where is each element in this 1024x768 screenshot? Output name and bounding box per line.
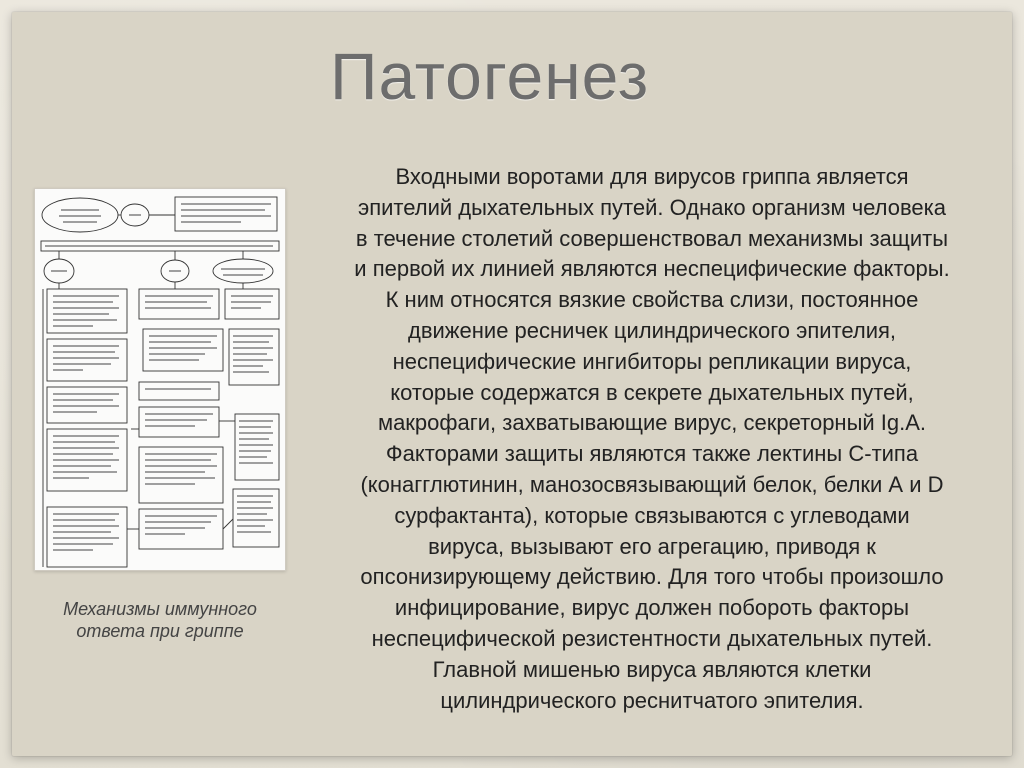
body-line: и первой их линией являются неспецифические факторы. xyxy=(354,256,950,282)
body-line: инфицирование, вирус должен побороть факторы xyxy=(394,595,910,621)
body-paragraph xyxy=(296,162,1008,716)
body-line: движение ресничек цилиндрического эпителия, xyxy=(407,317,897,343)
diagram-flowchart-image xyxy=(35,189,285,570)
diagram-caption xyxy=(40,598,280,642)
body-line: в течение столетий совершенствовал механизмы защиты xyxy=(355,225,949,251)
caption-line: ответа при гриппе xyxy=(76,621,244,641)
body-line: цилиндрического реснитчатого эпителия. xyxy=(440,687,864,713)
slide-title: Патогенез xyxy=(330,39,650,113)
body-line: неспецифической резистентности дыхательных путей. xyxy=(371,625,933,651)
body-line: Факторами защиты являются также лектины С-типа xyxy=(385,441,919,467)
body-line: эпителий дыхательных путей. Однако организм человека xyxy=(357,194,947,220)
body-line: неспецифические ингибиторы репликации вируса, xyxy=(392,348,912,374)
body-line: сурфактанта), которые связываются с углеводами xyxy=(394,502,910,528)
body-line: вируса, вызывают его агрегацию, приводя к xyxy=(428,533,876,559)
body-line: макрофаги, захватывающие вирус, секреторный Ig.A. xyxy=(377,410,927,436)
immune-response-diagram xyxy=(34,188,286,571)
body-line: опсонизирующему действию. Для того чтобы произошло xyxy=(360,564,944,590)
body-line: Входными воротами для вирусов гриппа является xyxy=(395,164,909,189)
caption-line: Механизмы иммунного xyxy=(63,599,257,619)
body-line: (конагглютинин, манозосвязывающий белок, белки А и D xyxy=(360,471,944,497)
body-line: которые содержатся в секрете дыхательных путей, xyxy=(390,379,914,405)
body-line: К ним относятся вязкие свойства слизи, постоянное xyxy=(385,287,919,313)
body-line: Главной мишенью вируса являются клетки xyxy=(432,656,872,682)
